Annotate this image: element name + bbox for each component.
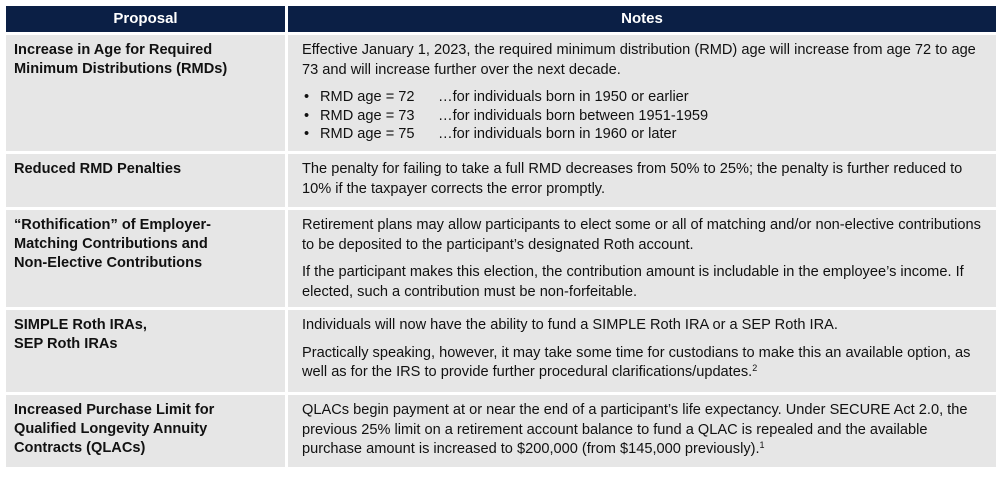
notes-cell [288,310,996,392]
proposal-line: “Rothification” of Employer- [14,217,212,233]
notes-text: Effective January 1, 2023, the required minimum distribution (RMD) age will increase from age 72 to age 73 and will increase further over the next decade. [302,42,976,78]
proposal-line: Qualified Longevity Annuity [14,421,208,437]
notes-cell [288,35,996,151]
rmd-age: RMD age = 72 [320,89,415,105]
proposal-cell [6,395,288,467]
proposal-line: Increase in Age for Required [14,42,213,58]
proposal-cell [6,310,288,392]
list-item [302,125,986,144]
list-item [302,88,986,107]
notes-column-header: Notes [621,10,663,27]
notes-cell [288,154,996,207]
proposals-table [6,6,996,467]
proposal-column-header: Proposal [6,6,288,32]
notes-text [302,401,986,460]
table-header [6,6,996,32]
bullet-icon: • [304,89,310,105]
footnote-marker: 1 [759,440,765,450]
proposal-cell [6,210,288,307]
proposal-cell [6,154,288,207]
bullet-icon: • [304,107,310,124]
notes-text-body: QLACs begin payment at or near the end of a participant’s life expectancy. Under SECURE Act 2.0, the previous 25% limit on a retirement account balance to fund a QLAC is repealed and the available purchase amount is increased to $200,000 (from $145,000 previously). [302,402,968,457]
notes-text: Retirement plans may allow participants to elect some or all of matching and/or non-elective contributions to be deposited to the participant’s designated Roth account. [302,217,981,253]
rmd-age: RMD age = 75 [320,126,415,142]
notes-text: If the participant makes this election, the contribution amount is includable in the employee’s income. If elected, such a contribution must be non-forfeitable. [302,264,964,300]
rmd-age-detail: …for individuals born in 1960 or later [438,126,677,142]
proposal-line: Minimum Distributions (RMDs) [14,61,228,77]
proposal-cell [6,35,288,151]
notes-cell [288,210,996,307]
notes-text-body: Practically speaking, however, it may take some time for custodians to make this an available option, as well as for the IRS to provide further procedural clarifications/updates. [302,344,971,380]
table-row [6,151,996,207]
rmd-age: RMD age = 73 [320,107,415,124]
proposal-line: SEP Roth IRAs [14,336,118,352]
proposal-line: SIMPLE Roth IRAs, [14,317,147,333]
proposal-line: Increased Purchase Limit for [14,402,215,418]
table-row [6,32,996,151]
notes-text: Individuals will now have the ability to fund a SIMPLE Roth IRA or a SEP Roth IRA. [302,317,838,333]
footnote-marker: 2 [752,363,758,373]
list-item [302,107,986,126]
proposal-line: Contracts (QLACs) [14,440,146,456]
notes-text [302,344,986,383]
notes-text: The penalty for failing to take a full RMD decreases from 50% to 25%; the penalty is further reduced to 10% if the taxpayer corrects the error promptly. [302,161,963,197]
notes-cell [288,395,996,467]
proposal-line: Matching Contributions and [14,236,208,252]
table-row [6,207,996,307]
rmd-age-list [302,88,986,144]
bullet-icon: • [304,126,310,142]
proposal-line: Reduced RMD Penalties [14,161,182,177]
table-row [6,392,996,467]
proposal-line: Non-Elective Contributions [14,255,203,271]
table-row [6,307,996,392]
rmd-age-detail: …for individuals born between 1951-1959 [438,107,709,124]
rmd-age-detail: …for individuals born in 1950 or earlier [438,89,689,105]
